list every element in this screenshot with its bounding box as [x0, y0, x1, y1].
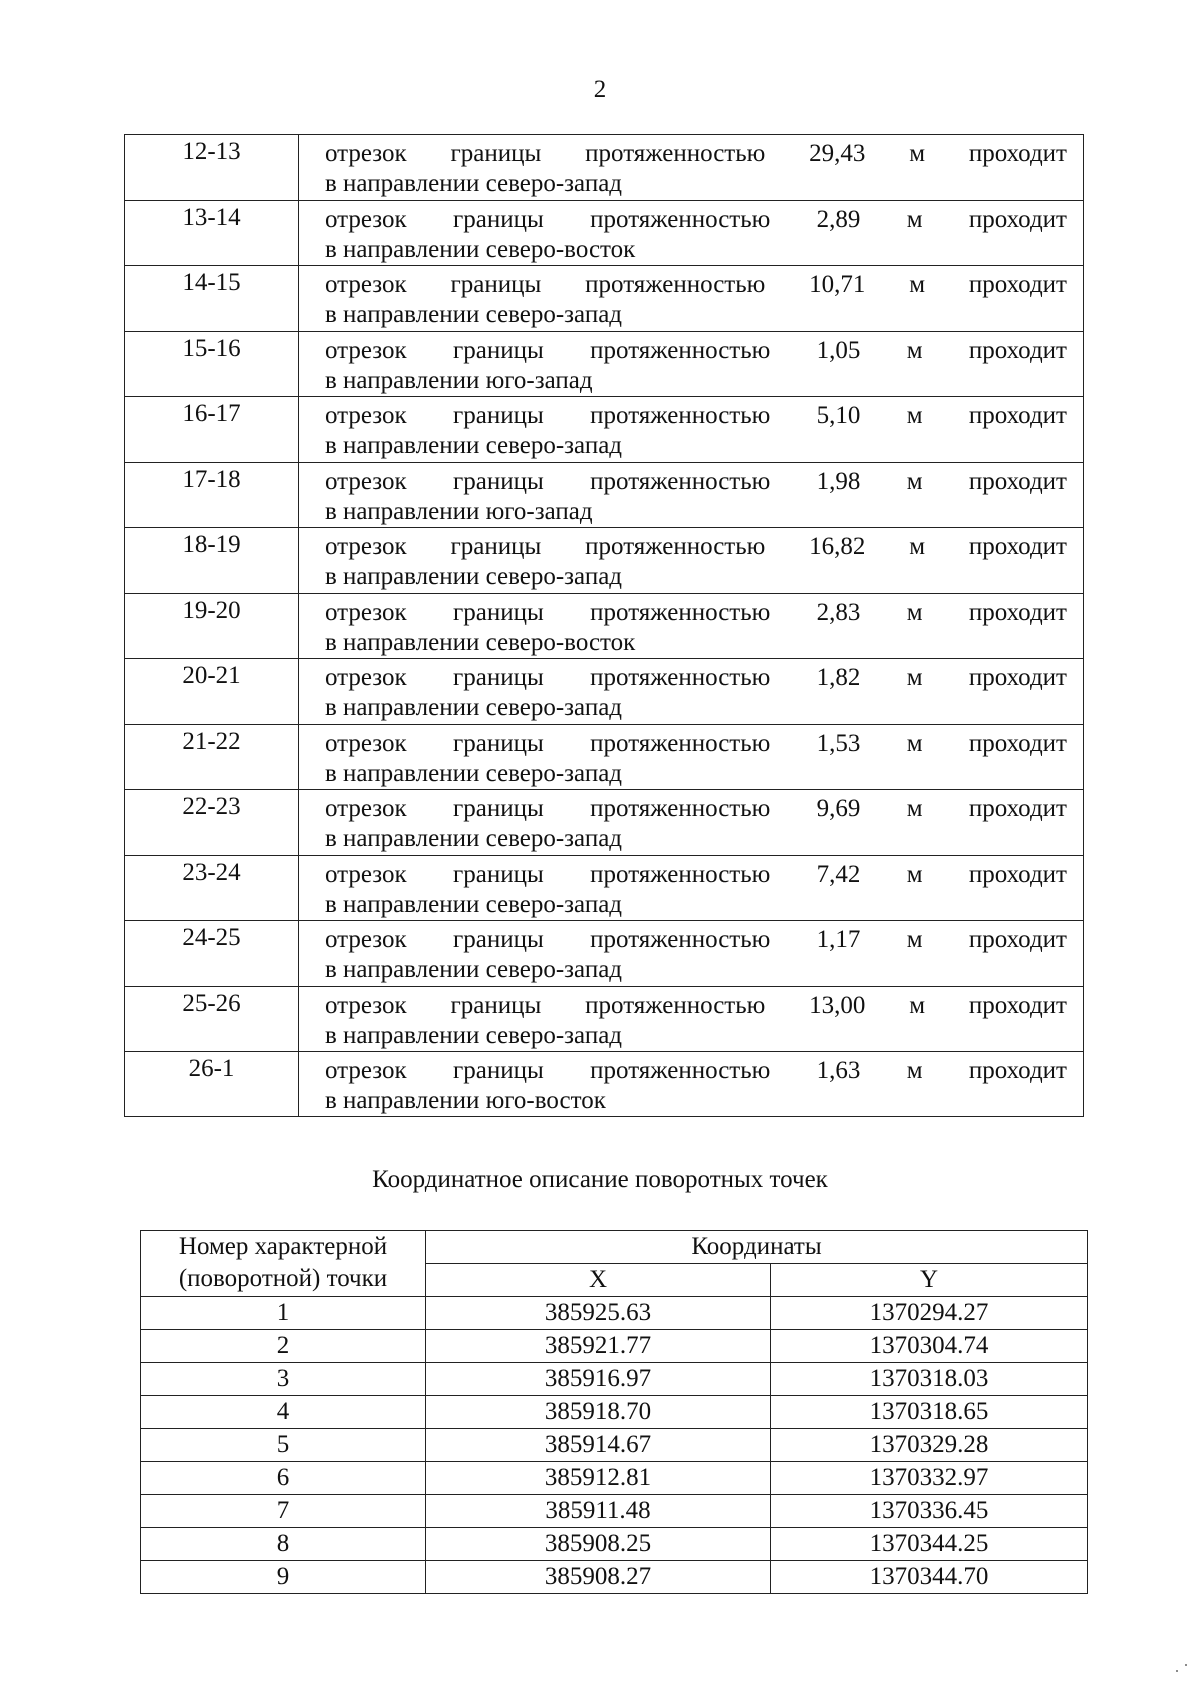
segment-id: 21-22: [125, 725, 299, 790]
segment-word: границы: [453, 729, 544, 757]
segment-line1: [325, 401, 1067, 431]
page-number: 2: [593, 76, 607, 103]
segment-length: 1,17: [816, 926, 861, 953]
segment-id: 19-20: [125, 594, 299, 659]
segment-word: границы: [453, 926, 544, 953]
x-value: 385911.48: [426, 1495, 771, 1528]
segment-length: 1,82: [816, 664, 861, 691]
point-number-header: [141, 1231, 426, 1297]
table-row: [141, 1495, 1088, 1528]
segment-word: отрезок: [325, 1057, 407, 1084]
segment-word: границы: [450, 991, 542, 1019]
segment-word: протяженностью: [590, 926, 771, 953]
segment-direction: в направлении северо-запад: [325, 825, 623, 852]
segment-length: 1,63: [816, 1057, 861, 1084]
segment-direction: в направлении северо-запад: [325, 694, 623, 721]
segment-line1: [325, 205, 1067, 235]
segment-unit: м: [906, 926, 923, 953]
segment-verb: проходит: [968, 598, 1067, 626]
point-number: 2: [141, 1330, 426, 1363]
segment-verb: проходит: [968, 336, 1067, 364]
segment-description: [299, 1052, 1083, 1116]
segment-word: протяженностью: [590, 795, 771, 822]
scan-speck: [1176, 1670, 1178, 1672]
segment-length: 16,82: [809, 533, 866, 560]
segment-length: 1,98: [816, 467, 861, 495]
x-value: 385918.70: [426, 1396, 771, 1429]
y-value: 1370318.65: [771, 1396, 1088, 1429]
segment-row: [124, 593, 1084, 659]
segment-word: протяженностью: [590, 467, 771, 495]
segment-unit: м: [906, 336, 923, 364]
segment-description: [299, 266, 1083, 331]
segment-word: отрезок: [325, 271, 407, 298]
segment-row: [124, 855, 1084, 921]
segment-word: отрезок: [325, 533, 407, 560]
segment-id: 15-16: [125, 332, 299, 397]
segment-direction: в направлении северо-запад: [325, 432, 623, 459]
y-value: 1370318.03: [771, 1363, 1088, 1396]
segment-word: протяженностью: [585, 271, 766, 298]
y-value: 1370344.25: [771, 1528, 1088, 1561]
y-value: 1370336.45: [771, 1495, 1088, 1528]
segment-length: 13,00: [809, 991, 866, 1019]
segment-unit: м: [909, 533, 926, 560]
point-number: 5: [141, 1429, 426, 1462]
segment-word: протяженностью: [590, 205, 771, 233]
segment-verb: проходит: [968, 1057, 1067, 1084]
segment-id: 23-24: [125, 856, 299, 921]
segment-length: 5,10: [816, 402, 861, 429]
segment-row: [124, 200, 1084, 266]
table-row: [141, 1297, 1088, 1330]
point-number: 7: [141, 1495, 426, 1528]
segment-verb: проходит: [968, 271, 1067, 298]
segment-unit: м: [906, 1057, 923, 1084]
y-value: 1370304.74: [771, 1330, 1088, 1363]
x-header: X: [426, 1264, 771, 1297]
segment-word: границы: [453, 1057, 544, 1084]
point-number: 6: [141, 1462, 426, 1495]
segment-line1: [325, 663, 1067, 693]
x-value: 385925.63: [426, 1297, 771, 1330]
segment-word: отрезок: [325, 467, 407, 495]
point-number-header-line2: (поворотной) точки: [178, 1265, 388, 1292]
segment-id: 13-14: [125, 201, 299, 266]
segment-verb: проходит: [968, 729, 1067, 757]
segment-description: [299, 463, 1083, 528]
segment-direction: в направлении северо-запад: [325, 956, 623, 983]
segment-line1: [325, 139, 1067, 169]
segment-id: 26-1: [125, 1052, 299, 1116]
segment-verb: проходит: [968, 926, 1067, 953]
segment-line1: [325, 1056, 1067, 1086]
segment-word: отрезок: [325, 664, 407, 691]
segment-word: протяженностью: [590, 402, 771, 429]
segment-direction: в направлении северо-запад: [325, 890, 623, 918]
segment-id: 16-17: [125, 397, 299, 462]
segment-id: 17-18: [125, 463, 299, 528]
segment-word: отрезок: [325, 140, 407, 167]
coordinates-header: Координаты: [426, 1231, 1088, 1264]
point-number: 1: [141, 1297, 426, 1330]
segment-word: отрезок: [325, 795, 407, 822]
segment-line1: [325, 270, 1067, 300]
segment-length: 2,83: [816, 598, 861, 626]
segment-length: 7,42: [816, 860, 861, 888]
segment-direction: в направлении юго-запад: [325, 497, 593, 525]
segment-row: [124, 789, 1084, 855]
segment-line1: [325, 467, 1067, 497]
segment-word: границы: [453, 860, 544, 888]
segment-description: [299, 594, 1083, 659]
segment-word: границы: [453, 664, 544, 691]
segment-unit: м: [906, 664, 923, 691]
segment-description: [299, 921, 1083, 986]
segment-direction: в направлении северо-запад: [325, 301, 623, 328]
segments-table: [124, 134, 1084, 1117]
table-row: [141, 1396, 1088, 1429]
segment-id: 24-25: [125, 921, 299, 986]
segment-word: протяженностью: [590, 860, 771, 888]
segment-description: [299, 332, 1083, 397]
segment-row: [124, 724, 1084, 790]
segment-description: [299, 790, 1083, 855]
segment-description: [299, 659, 1083, 724]
segment-row: [124, 527, 1084, 593]
segment-word: границы: [450, 140, 542, 167]
segment-description: [299, 201, 1083, 266]
table-row: [141, 1363, 1088, 1396]
segment-direction: в направлении северо-запад: [325, 170, 623, 197]
segment-row: [124, 396, 1084, 462]
segment-unit: м: [906, 598, 923, 626]
table-row: [141, 1528, 1088, 1561]
segment-row: [124, 658, 1084, 724]
segment-unit: м: [906, 402, 923, 429]
segment-word: протяженностью: [585, 991, 766, 1019]
segment-word: отрезок: [325, 402, 407, 429]
segment-unit: м: [906, 729, 923, 757]
point-number: 9: [141, 1561, 426, 1594]
segment-direction: в направлении северо-восток: [325, 235, 636, 263]
segment-length: 2,89: [816, 205, 861, 233]
segment-id: 12-13: [125, 135, 299, 200]
segment-word: границы: [453, 402, 544, 429]
segment-verb: проходит: [968, 467, 1067, 495]
table-row: [141, 1330, 1088, 1363]
segment-verb: проходит: [968, 860, 1067, 888]
segment-line1: [325, 794, 1067, 824]
segment-line1: [325, 925, 1067, 955]
point-number: 4: [141, 1396, 426, 1429]
scan-speck: [1185, 1664, 1187, 1666]
table-row: [141, 1462, 1088, 1495]
y-header: Y: [771, 1264, 1088, 1297]
segment-length: 1,05: [816, 336, 861, 364]
segment-word: протяженностью: [585, 533, 766, 560]
segment-verb: проходит: [968, 205, 1067, 233]
segment-word: протяженностью: [590, 729, 771, 757]
segment-word: границы: [453, 467, 544, 495]
segment-length: 29,43: [809, 140, 866, 167]
segment-id: 20-21: [125, 659, 299, 724]
segment-unit: м: [906, 795, 923, 822]
segment-length: 10,71: [809, 271, 866, 298]
x-value: 385908.25: [426, 1528, 771, 1561]
segment-unit: м: [906, 467, 923, 495]
segment-word: границы: [450, 271, 542, 298]
segment-word: протяженностью: [590, 598, 771, 626]
coordinates-body: [141, 1297, 1088, 1594]
segment-line1: [325, 336, 1067, 366]
point-number-header-line1: Номер характерной: [178, 1233, 388, 1260]
segment-word: границы: [453, 336, 544, 364]
coords-heading: Координатное описание поворотных точек: [372, 1166, 828, 1193]
point-number: 8: [141, 1528, 426, 1561]
segment-word: отрезок: [325, 926, 407, 953]
segment-word: отрезок: [325, 729, 407, 757]
segment-verb: проходит: [968, 533, 1067, 560]
segment-row: [124, 462, 1084, 528]
segment-row: [124, 920, 1084, 986]
x-value: 385921.77: [426, 1330, 771, 1363]
segment-direction: в направлении северо-восток: [325, 628, 636, 656]
segment-description: [299, 528, 1083, 593]
segment-direction: в направлении северо-запад: [325, 759, 623, 787]
segment-verb: проходит: [968, 991, 1067, 1019]
y-value: 1370294.27: [771, 1297, 1088, 1330]
segment-line1: [325, 532, 1067, 562]
segment-length: 9,69: [816, 795, 861, 822]
segment-description: [299, 135, 1083, 200]
segment-description: [299, 856, 1083, 921]
y-value: 1370329.28: [771, 1429, 1088, 1462]
segment-row: [124, 986, 1084, 1052]
segment-line1: [325, 991, 1067, 1021]
segment-word: границы: [453, 205, 544, 233]
segment-line1: [325, 729, 1067, 759]
segment-id: 14-15: [125, 266, 299, 331]
segment-unit: м: [909, 271, 926, 298]
segment-word: отрезок: [325, 860, 407, 888]
y-value: 1370344.70: [771, 1561, 1088, 1594]
segment-line1: [325, 598, 1067, 628]
segment-word: протяженностью: [585, 140, 766, 167]
segment-description: [299, 725, 1083, 790]
segment-word: границы: [453, 795, 544, 822]
segment-row: [124, 134, 1084, 200]
segment-verb: проходит: [968, 795, 1067, 822]
segment-row: [124, 1051, 1084, 1117]
segment-unit: м: [906, 860, 923, 888]
table-row: [141, 1429, 1088, 1462]
x-value: 385914.67: [426, 1429, 771, 1462]
segment-direction: в направлении северо-запад: [325, 563, 623, 590]
segment-word: протяженностью: [590, 336, 771, 364]
segment-direction: в направлении юго-восток: [325, 1087, 606, 1114]
segment-word: протяженностью: [590, 664, 771, 691]
segment-word: границы: [453, 598, 544, 626]
y-value: 1370332.97: [771, 1462, 1088, 1495]
segment-word: отрезок: [325, 991, 407, 1019]
segment-direction: в направлении северо-запад: [325, 1021, 623, 1049]
segment-row: [124, 265, 1084, 331]
segment-word: границы: [450, 533, 542, 560]
segment-verb: проходит: [968, 402, 1067, 429]
segment-id: 18-19: [125, 528, 299, 593]
x-value: 385908.27: [426, 1561, 771, 1594]
segment-unit: м: [909, 991, 926, 1019]
segment-unit: м: [906, 205, 923, 233]
segment-verb: проходит: [968, 664, 1067, 691]
segment-unit: м: [909, 140, 926, 167]
coordinates-table: [140, 1230, 1088, 1594]
segment-word: протяженностью: [590, 1057, 771, 1084]
segment-word: отрезок: [325, 205, 407, 233]
table-row: [141, 1561, 1088, 1594]
segment-word: отрезок: [325, 336, 407, 364]
x-value: 385916.97: [426, 1363, 771, 1396]
segment-id: 25-26: [125, 987, 299, 1052]
segment-length: 1,53: [816, 729, 861, 757]
segment-id: 22-23: [125, 790, 299, 855]
segment-line1: [325, 860, 1067, 890]
point-number: 3: [141, 1363, 426, 1396]
segment-direction: в направлении юго-запад: [325, 366, 593, 394]
segment-description: [299, 397, 1083, 462]
segment-word: отрезок: [325, 598, 407, 626]
segment-verb: проходит: [968, 140, 1067, 167]
segment-description: [299, 987, 1083, 1052]
segment-row: [124, 331, 1084, 397]
x-value: 385912.81: [426, 1462, 771, 1495]
